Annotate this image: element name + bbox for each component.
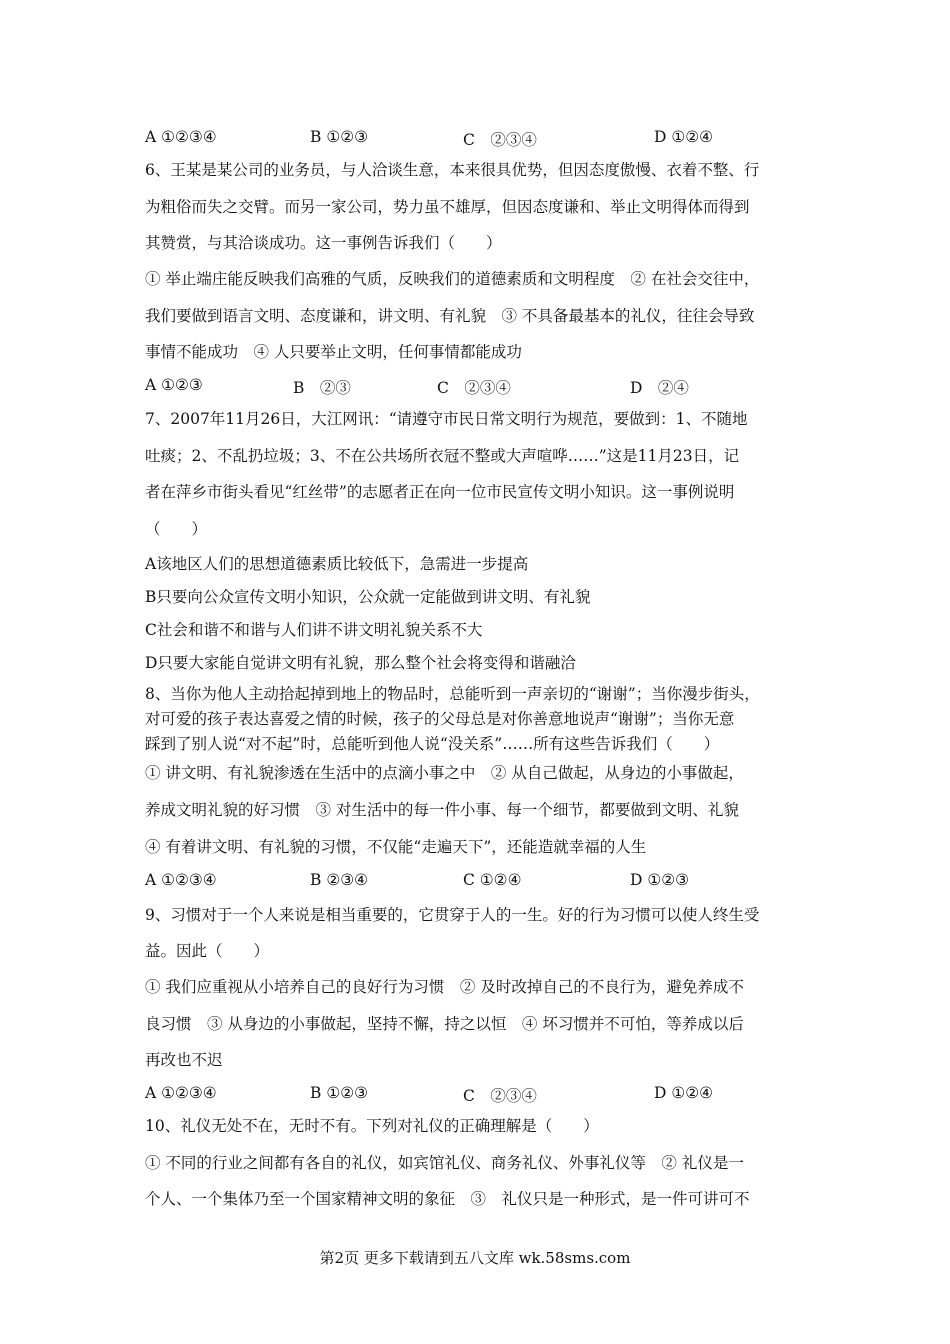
q6-option-a: A ①②③: [145, 376, 203, 394]
q5-options: [145, 128, 845, 148]
q9-option-d: D ①②④: [654, 1084, 714, 1102]
q10-line: 个人、一个集体乃至一个国家精神文明的象征 ③ 礼仪只是一种形式，是一件可讲可不: [145, 1190, 750, 1208]
q9-option-a: A ①②③④: [145, 1084, 217, 1102]
q5-option-b: B ①②③: [310, 128, 369, 146]
q8-line: 养成文明礼貌的好习惯 ③ 对生活中的每一件小事、每一个细节，都要做到文明、礼貌: [145, 801, 739, 819]
q6-option-d: D ②④: [630, 379, 689, 397]
q7-line: 者在萍乡市街头看见“红丝带”的志愿者正在向一位市民宣传文明小知识。这一事例说明: [145, 483, 735, 501]
q8-option-b: B ②③④: [310, 871, 369, 889]
q9-option-c: C ②③④: [463, 1087, 537, 1105]
q8-option-a: A ①②③④: [145, 871, 217, 889]
q8-line: 8、当你为他人主动拾起掉到地上的物品时，总能听到一声亲切的“谢谢”；当你漫步街头，: [145, 685, 760, 703]
q9-line: 再改也不迟: [145, 1051, 223, 1069]
q10-line: ① 不同的行业之间都有各自的礼仪，如宾馆礼仪、商务礼仪、外事礼仪等 ② 礼仪是一: [145, 1154, 744, 1172]
q7-choice-d: D只要大家能自觉讲文明有礼貌，那么整个社会将变得和谐融洽: [145, 654, 576, 672]
q6-line: 事情不能成功 ④ 人只要举止文明，任何事情都能成功: [145, 343, 522, 361]
q7-line: （ ）: [145, 520, 208, 538]
q10-line: 10、礼仪无处不在，无时不有。下列对礼仪的正确理解是（ ）: [145, 1117, 599, 1135]
q6-line: 我们要做到语言文明、态度谦和，讲文明、有礼貌 ③ 不具备最基本的礼仪，往往会导致: [145, 307, 755, 325]
q6-line: ① 举止端庄能反映我们高雅的气质，反映我们的道德素质和文明程度 ② 在社会交往中，: [145, 270, 760, 288]
q8-line: 踩到了别人说“对不起”时，总能听到他人说“没关系”……所有这些告诉我们（ ）: [145, 735, 720, 753]
q5-option-c: C ②③④: [463, 131, 537, 149]
q9-line: 良习惯 ③ 从身边的小事做起，坚持不懈，持之以恒 ④ 坏习惯并不可怕，等养成以后: [145, 1015, 744, 1033]
q7-line: 吐痰；2、不乱扔垃圾；3、不在公共场所衣冠不整或大声喧哗……”这是11月23日，记: [145, 447, 740, 465]
q9-line: ① 我们应重视从小培养自己的良好行为习惯 ② 及时改掉自己的不良行为，避免养成不: [145, 978, 744, 996]
q8-line: 对可爱的孩子表达喜爱之情的时候，孩子的父母总是对你善意地说声“谢谢”；当你无意: [145, 710, 735, 728]
q8-option-c: C ①②④: [463, 871, 522, 889]
q9-option-b: B ①②③: [310, 1084, 369, 1102]
q6-options: [145, 376, 845, 396]
q5-option-d: D ①②④: [654, 128, 714, 146]
page-footer: 第2页 更多下载请到五八文库 wk.58sms.com: [319, 1249, 631, 1267]
q8-line: ④ 有着讲文明、有礼貌的习惯，不仅能“走遍天下”，还能造就幸福的人生: [145, 838, 647, 856]
q9-line: 益。因此（ ）: [145, 942, 270, 960]
q9-line: 9、习惯对于一个人来说是相当重要的，它贯穿于人的一生。好的行为习惯可以使人终生受: [145, 906, 760, 924]
q6-option-c: C ②③④: [437, 379, 511, 397]
q9-options: [145, 1084, 845, 1104]
q6-option-b: B ②③: [293, 379, 351, 397]
q7-choice-b: B只要向公众宣传文明小知识，公众就一定能做到讲文明、有礼貌: [145, 588, 591, 606]
q6-line: 6、王某是某公司的业务员，与人洽谈生意，本来很具优势，但因态度傲慢、衣着不整、行: [145, 161, 760, 179]
q7-choice-a: A该地区人们的思想道德素质比较低下，急需进一步提高: [145, 555, 529, 573]
q8-options: [145, 871, 845, 891]
q6-line: 为粗俗而失之交臂。而另一家公司，势力虽不雄厚，但因态度谦和、举止文明得体而得到: [145, 198, 750, 216]
q8-option-d: D ①②③: [630, 871, 690, 889]
q7-choice-c: C社会和谐不和谐与人们讲不讲文明礼貌关系不大: [145, 621, 483, 639]
q6-line: 其赞赏，与其洽谈成功。这一事例告诉我们（ ）: [145, 234, 502, 252]
q7-line: 7、2007年11月26日，大江网讯：“请遵守市民日常文明行为规范，要做到：1、不随地: [145, 410, 748, 428]
q8-line: ① 讲文明、有礼貌渗透在生活中的点滴小事之中 ② 从自己做起，从身边的小事做起，: [145, 764, 744, 782]
q5-option-a: A ①②③④: [145, 128, 217, 146]
